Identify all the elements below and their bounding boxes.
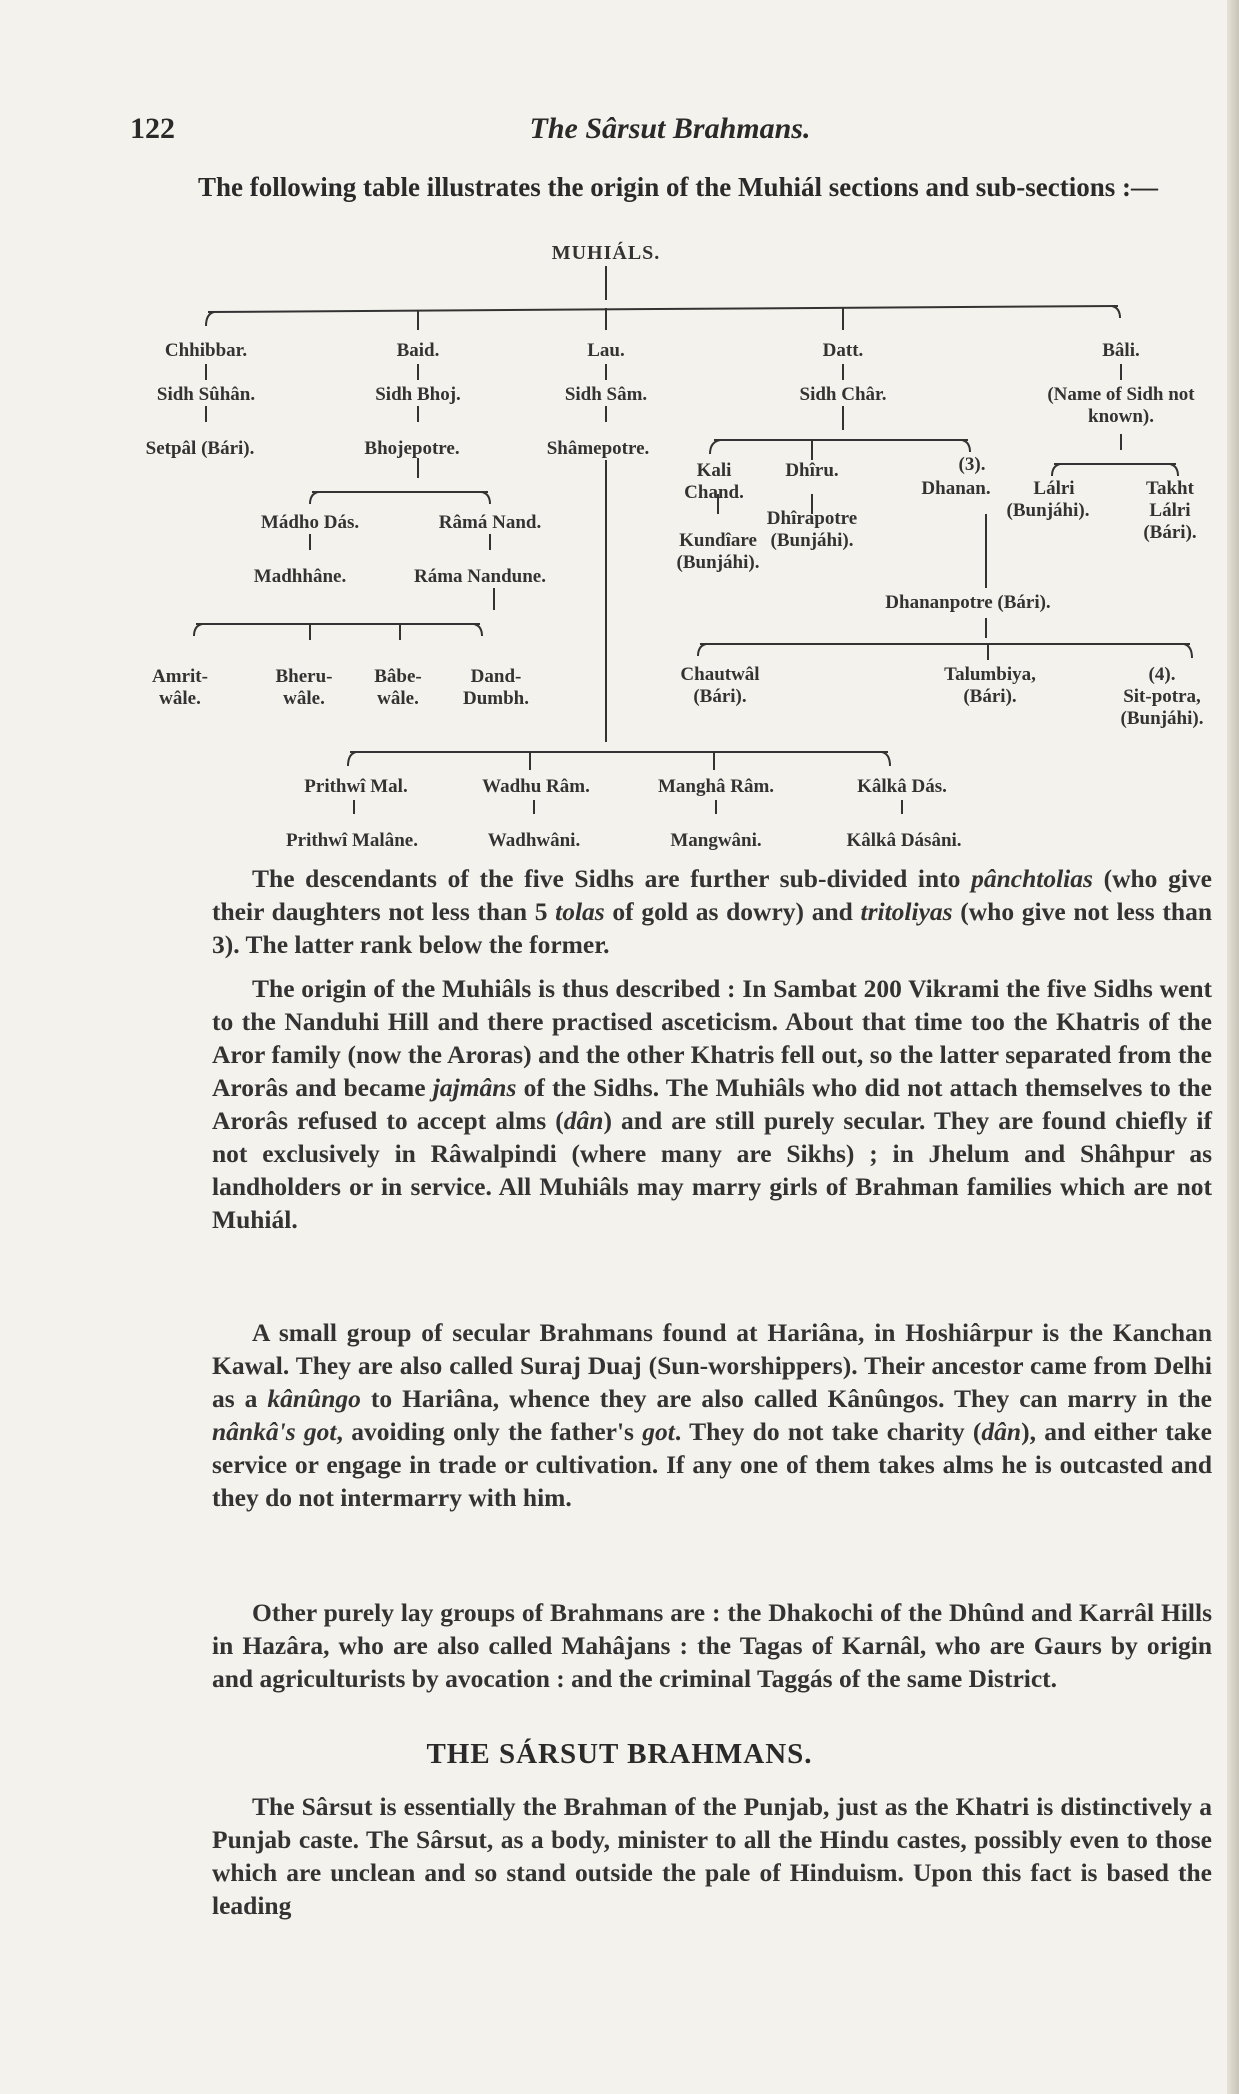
node-rama-nandune: Ráma Nandune.	[414, 566, 546, 587]
node-madho-das: Mádho Dás.	[260, 512, 360, 533]
node-dhirapotre	[767, 508, 857, 552]
node-bali: Bâli.	[1102, 340, 1140, 361]
p2-text-b: of the Sidhs. The Muhiâls who did not attach themselves to the Arorâs refused to accept alms (	[212, 1073, 1212, 1135]
node-c3: (3).	[958, 454, 986, 475]
tree-lines	[0, 0, 1239, 870]
node-prithwi-malane: Prithwî Malâne.	[286, 830, 418, 851]
node-amrit-wale	[152, 666, 208, 710]
node-kalka-das: Kâlkâ Dás.	[857, 776, 947, 797]
running-title: The Sârsut Brahmans.	[529, 112, 811, 145]
babe-line-2: wâle.	[377, 688, 419, 709]
node-chautwal	[680, 664, 759, 708]
p4-text: Other purely lay groups of Brahmans are : the Dhakochi of the Dhûnd and Karrâl Hills in Hazâra, who are also called Mahâjans : the Tagas of Karnâl, who are Gaurs by origin and agriculturists by avocation : and the criminal Taggás of the same District.	[212, 1598, 1212, 1693]
p3-text-e: ), and either take service or engage in trade or cultivation. If any one of them takes alms he is outcasted and they do not intermarry with him.	[212, 1417, 1212, 1512]
node-dhanan: Dhanan.	[921, 478, 991, 499]
p5-text: The Sârsut is essentially the Brahman of the Punjab, just as the Khatri is distinctively a Punjab caste. The Sârsut, as a body, minister to all the Hindu castes, possibly even to those which are unclean and so stand outside the pale of Hinduism. Upon this fact is based the leading	[212, 1792, 1212, 1920]
node-kundiare	[677, 530, 760, 574]
takht-line-1: Takht	[1146, 478, 1194, 499]
kundiare-line-1: Kundîare	[679, 530, 757, 551]
node-talumbiya	[944, 664, 1036, 708]
node-chhibbar: Chhibbar.	[164, 340, 248, 361]
node-madhhane: Madhhâne.	[253, 566, 347, 587]
node-dhiru: Dhîru.	[785, 460, 839, 481]
paragraph-subdivisions	[212, 862, 1212, 961]
p1-text-a: The descendants of the five Sidhs are further sub-divided into	[252, 864, 972, 893]
node-wadhu-ram: Wadhu Râm.	[482, 776, 590, 797]
node-sidh-char: Sidh Châr.	[799, 384, 887, 405]
node-kali-chand	[684, 460, 744, 504]
babe-line-1: Bâbe-	[374, 666, 422, 687]
node-bheru-wale	[276, 666, 333, 710]
intro-text: The following table illustrates the origin of the Muhiál sections and sub-sections :—	[198, 172, 1159, 202]
node-lalri: Lálri	[1033, 478, 1075, 499]
talumbiya-line-2: (Bári).	[963, 686, 1017, 707]
takht-line-3: (Bári).	[1143, 522, 1197, 543]
node-shamepotre: Shâmepotre.	[546, 438, 650, 459]
dand-line-1: Dand-	[470, 666, 522, 687]
amrit-line-2: wâle.	[159, 688, 201, 709]
paragraph-lay-groups	[212, 1596, 1212, 1695]
node-takht-lalri	[1143, 478, 1196, 544]
p1-text-d: (who give not less than 3). The latter rank below the former.	[212, 897, 1213, 959]
bheru-line-2: wâle.	[283, 688, 325, 709]
node-datt: Datt.	[822, 340, 864, 361]
node-sit-potra	[1121, 664, 1204, 730]
paragraph-sarsut	[212, 1790, 1212, 1922]
node-mangha-ram: Manghâ Râm.	[657, 776, 775, 797]
p1-italic-panchtolias: pânchtolias	[971, 864, 1093, 893]
p2-text-a: The origin of the Muhiâls is thus described : In Sambat 200 Vikrami the five Sidhs went to the Nanduhi Hill and there practised asceticism. About that time too the Khatris of the Aror family (now the Aroras) and the other Khatris fell out, so the latter separated from the Arorâs and became	[212, 974, 1212, 1102]
page-number: 122	[130, 112, 175, 145]
node-babe-wale	[374, 666, 422, 710]
node-bali-sidh: (Name of Sidh not known).	[1047, 384, 1195, 427]
paragraph-origin	[212, 972, 1212, 1236]
chautwal-line-2: (Bári).	[693, 686, 747, 707]
node-sidh-sam: Sidh Sâm.	[564, 384, 648, 405]
paragraph-kanchan-kawal	[212, 1316, 1212, 1514]
node-prithwi-mal: Prithwî Mal.	[304, 776, 408, 797]
node-sidh-suhan: Sidh Sûhân.	[156, 384, 256, 405]
sitpotra-line-2: Sit-potra,	[1123, 686, 1201, 707]
p2-text-c: ) and are still purely secular. They are found chiefly if not exclusively in Râwalpindi (where many are Sikhs) ; in Jhelum and Shâhpur as landholders or in service. All Muhiâls may marry girls of Brahman families which are not Muhiál.	[212, 1106, 1212, 1234]
p3-italic-nanka-got: nânkâ's got	[212, 1417, 337, 1446]
p1-text-b: (who give their daughters not less than 5	[212, 864, 1212, 926]
dand-line-2: Dumbh.	[463, 688, 529, 709]
p2-italic-dan: dân	[563, 1106, 604, 1135]
node-kalka-dasani: Kâlkâ Dásâni.	[846, 830, 962, 851]
kundiare-line-2: (Bunjáhi).	[676, 552, 760, 573]
p3-text-c: , avoiding only the father's	[336, 1417, 643, 1446]
p2-italic-jajmans: jajmâns	[432, 1073, 517, 1102]
node-mangwani: Mangwâni.	[670, 830, 762, 851]
chautwal-line-1: Chautwâl	[680, 664, 760, 685]
p3-text-b: to Hariâna, whence they are also called Kânûngos. They can marry in the	[360, 1384, 1212, 1413]
dhirapotre-line-1: Dhîrapotre	[766, 508, 858, 529]
dhirapotre-line-2: (Bunjáhi).	[770, 530, 854, 551]
node-dand-dumbh	[463, 666, 529, 710]
takht-line-2: Lálri	[1149, 500, 1191, 521]
genealogy-tree	[0, 0, 1239, 870]
tree-root: MUHIÁLS.	[551, 242, 661, 264]
node-lau: Lau.	[587, 340, 625, 361]
node-lalri-bunjahi: (Bunjáhi).	[1006, 500, 1090, 521]
node-baid: Baid.	[396, 340, 440, 361]
p1-text-c: of gold as dowry) and	[604, 897, 861, 926]
node-setpal: Setpâl (Bári).	[145, 438, 255, 459]
node-dhananpotre: Dhananpotre (Bári).	[885, 592, 1051, 613]
node-sidh-bhoj: Sidh Bhoj.	[375, 384, 461, 405]
p1-italic-tolas: tolas	[555, 897, 605, 926]
node-wadhwani: Wadhwâni.	[487, 830, 581, 851]
node-rama-nand: Râmá Nand.	[438, 512, 542, 533]
kali-line-2: Chand.	[684, 482, 744, 503]
kali-line-1: Kali	[696, 460, 732, 481]
p1-italic-tritoliyas: tritoliyas	[860, 897, 953, 926]
section-heading: THE SÁRSUT BRAHMANS.	[426, 1738, 813, 1770]
amrit-line-1: Amrit-	[152, 666, 208, 687]
p3-text-d: . They do not take charity (	[674, 1417, 982, 1446]
node-bhojepotre: Bhojepotre.	[364, 438, 460, 459]
p3-italic-kanungo: kânûngo	[267, 1384, 361, 1413]
talumbiya-line-1: Talumbiya,	[944, 664, 1036, 685]
p3-italic-dan: dân	[981, 1417, 1022, 1446]
sitpotra-line-3: (Bunjáhi).	[1120, 708, 1204, 729]
p3-text-a: A small group of secular Brahmans found at Hariâna, in Hoshiârpur is the Kanchan Kawal. They are also called Suraj Duaj (Sun-worshippers). Their ancestor came from Delhi as a	[212, 1318, 1212, 1413]
p3-italic-got: got	[642, 1417, 675, 1446]
bheru-line-1: Bheru-	[275, 666, 333, 687]
sitpotra-line-1: (4).	[1148, 664, 1176, 685]
